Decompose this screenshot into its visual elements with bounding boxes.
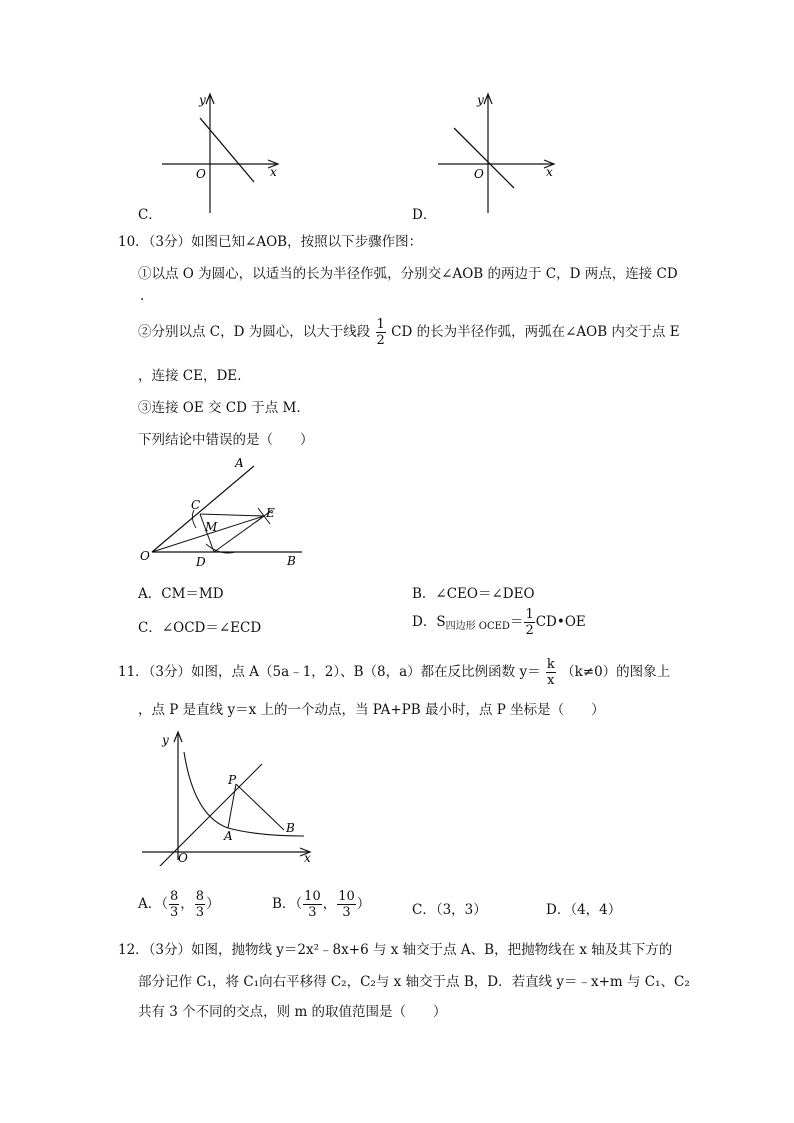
q11-option-b-sep: ，: [322, 896, 337, 912]
q9-option-c-label: C．: [138, 207, 162, 223]
q11-a-den2: 3: [195, 905, 205, 920]
q10-stem: 10．（3分）如图已知∠AOB，按照以下步骤作图：: [118, 234, 423, 250]
q11-b-den1: 3: [308, 905, 317, 920]
q11-option-d: D．（4，4）: [546, 902, 622, 918]
q10-option-b: B．∠CEO＝∠DEO: [412, 586, 535, 602]
q10-step3: ③连接 OE 交 CD 于点 M.: [138, 400, 301, 416]
fig11-label-O: O: [178, 851, 188, 865]
q10-option-d: [412, 608, 586, 637]
graph-d-y-label: y: [477, 93, 484, 107]
q11-k-over-x: [546, 658, 556, 687]
q11-b-den2: 3: [342, 905, 351, 920]
q11-option-a-frac2: [195, 890, 205, 919]
q11-stem-part-a: 11．（3分）如图，点 A（5a﹣1，2）、B（8，a）都在反比例函数 y＝: [118, 664, 541, 680]
q10-option-d-tail: CD•OE: [535, 614, 586, 630]
q10-option-a: A．CM＝MD: [138, 586, 224, 602]
q11-stem-part-b: （k≠0）的图象上: [561, 664, 671, 680]
q10-option-d-subscript: 四边形 OCED: [445, 621, 510, 632]
graph-d-origin-label: O: [474, 167, 484, 181]
q11-b-num2: 10: [338, 889, 355, 904]
q9-graph-c: [150, 88, 290, 218]
q9-option-d-label: D．: [412, 207, 437, 223]
q10-step2-continuation: ，连接 CE，DE.: [138, 368, 242, 384]
q11-option-b-prefix: B．（: [272, 896, 303, 912]
q11-frac-num: k: [546, 657, 555, 672]
q10-step2-part-a: ②分别以点 C，D 为圆心，以大于线段: [138, 324, 371, 340]
q11-option-b-suffix: ）: [356, 896, 371, 912]
q10-option-d-fraction: [524, 608, 534, 637]
graph-c-origin-label: O: [196, 167, 206, 181]
fig10-label-O: O: [140, 549, 150, 563]
fig10-label-D: D: [196, 555, 206, 569]
q10-step1: ①以点 O 为圆心，以适当的长为半径作弧，分别交∠AOB 的两边于 C，D 两点，连接 CD: [138, 266, 678, 282]
graph-c-y-label: y: [199, 93, 206, 107]
fig11-label-y: y: [162, 733, 169, 747]
q10-option-d-prefix: D．S: [412, 614, 446, 630]
q11-option-a-sep: ，: [180, 896, 194, 912]
q11-option-b: [272, 890, 370, 919]
q11-frac-den: x: [547, 673, 555, 688]
q11-stem-line1: [118, 658, 670, 687]
q10-step2-half-fraction: [376, 318, 386, 347]
q11-stem-line2: ，点 P 是直线 y＝x 上的一个动点，当 PA+PB 最小时，点 P 坐标是（ ）: [138, 702, 605, 718]
q11-a-den1: 3: [170, 905, 179, 920]
fig10-label-E: E: [266, 506, 275, 520]
q10-option-c: C．∠OCD＝∠ECD: [138, 620, 262, 636]
q12-line3: 共有 3 个不同的交点，则 m 的取值范围是（ ）: [138, 1004, 447, 1020]
q11-figure: [138, 726, 318, 866]
fig11-label-x: x: [304, 851, 311, 865]
fig11-label-B: B: [286, 821, 295, 835]
q9-graph-d: [426, 88, 566, 218]
q11-option-a: [138, 890, 220, 919]
q10-step2-part-b: CD 的长为半径作弧，两弧在∠AOB 内交于点 E: [391, 324, 680, 340]
q11-option-c: C．（3，3）: [412, 902, 487, 918]
fig10-label-M: M: [205, 520, 218, 534]
fig10-label-C: C: [191, 498, 201, 512]
q10-step2: [138, 318, 680, 347]
q11-a-num2: 8: [195, 889, 205, 904]
q10-option-d-den: 2: [525, 623, 534, 638]
graph-d-x-label: x: [546, 165, 553, 179]
fig11-label-A: A: [224, 829, 233, 843]
q10-option-d-num: 1: [525, 607, 534, 622]
q11-option-a-frac1: [169, 890, 179, 919]
fig11-label-P: P: [228, 773, 237, 787]
q11-b-num1: 10: [304, 889, 321, 904]
q11-option-b-frac2: [337, 890, 356, 919]
q10-option-d-equals: ＝: [509, 614, 524, 630]
q10-question: 下列结论中错误的是（ ）: [138, 432, 314, 448]
q12-line1: 12．（3分）如图，抛物线 y＝2x²﹣8x+6 与 x 轴交于点 A、B，把抛物线在 x 轴及其下方的: [118, 942, 673, 958]
q12-line2: 部分记作 C₁，将 C₁向右平移得 C₂，C₂与 x 轴交于点 B，D．若直线 y＝﹣x+m 与 C₁、C₂: [138, 974, 690, 990]
q10-step2-frac-num: 1: [376, 317, 385, 332]
q10-step1-end: .: [140, 288, 145, 304]
q10-figure: [136, 452, 316, 572]
q11-a-num1: 8: [170, 889, 179, 904]
q11-option-b-frac1: [303, 890, 322, 919]
graph-c-x-label: x: [270, 165, 277, 179]
q10-step2-frac-den: 2: [376, 333, 385, 348]
fig10-label-A: A: [235, 456, 244, 470]
fig10-label-B: B: [287, 554, 296, 568]
q11-option-a-prefix: A．（: [138, 896, 168, 912]
q11-option-a-suffix: ）: [206, 896, 220, 912]
